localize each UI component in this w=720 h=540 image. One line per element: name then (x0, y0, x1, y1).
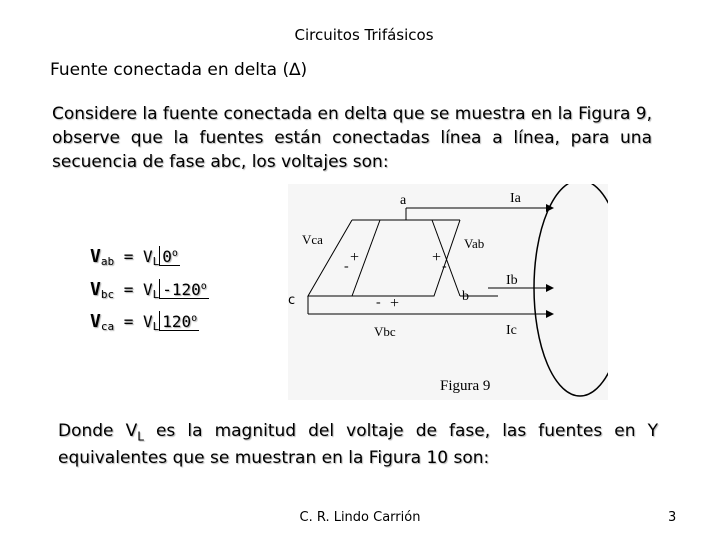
equation-vbc (90, 279, 209, 301)
label-vbc: Vbc (374, 324, 396, 339)
figure-background (288, 184, 608, 400)
delta-source-figure (288, 184, 608, 400)
minus-sign: - (376, 295, 381, 310)
angle-symbol (159, 246, 180, 266)
angle-symbol (159, 311, 199, 331)
eq-angle: 120 (162, 312, 192, 331)
label-node-c: c (288, 293, 296, 308)
eq-angle: -120 (162, 280, 201, 299)
label-ia: Ia (510, 191, 521, 206)
label-node-a: a (400, 193, 407, 208)
label-vca: Vca (302, 232, 323, 247)
eq-sub: ca (100, 320, 115, 333)
header-title: Circuitos Trifásicos (294, 26, 434, 44)
donde-text-start: Donde V (58, 421, 138, 441)
label-vab: Vab (464, 236, 485, 251)
eq-equals: = V (114, 280, 153, 299)
eq-equals: = V (114, 312, 153, 331)
eq-lsub: L (152, 255, 160, 268)
equation-vab (90, 246, 180, 268)
donde-paragraph (58, 420, 658, 469)
label-ic: Ic (506, 323, 517, 338)
eq-v: V (90, 246, 101, 267)
page-number: 3 (668, 510, 677, 525)
minus-sign: - (344, 259, 349, 274)
eq-sub: bc (100, 288, 115, 301)
eq-lsub: L (152, 288, 160, 301)
donde-subscript: L (137, 429, 144, 444)
label-node-b: b (462, 289, 469, 304)
label-ib: Ib (506, 273, 518, 288)
plus-sign: + (350, 249, 360, 266)
minus-sign: - (442, 259, 447, 274)
eq-v: V (90, 311, 101, 332)
section-title: Fuente conectada en delta (∆) (50, 60, 308, 80)
plus-sign: + (390, 295, 400, 312)
equation-vca (90, 311, 199, 333)
eq-deg: o (171, 248, 178, 259)
footer-author: C. R. Lindo Carrión (299, 510, 421, 525)
eq-v: V (90, 279, 101, 300)
figure-caption: Figura 9 (440, 378, 491, 394)
donde-text-end: es la magnitud del voltaje de fase, las fuentes en Y equivalentes que se muestran en la Figura 10 son: (58, 421, 658, 469)
eq-equals: = V (114, 247, 153, 266)
eq-sub: ab (100, 255, 115, 268)
plus-sign: + (432, 249, 442, 266)
angle-symbol (159, 279, 209, 299)
intro-paragraph: Considere la fuente conectada en delta que se muestra en la Figura 9, observe que la fuentes están conectadas línea a línea, para una secuencia de fase abc, los voltajes son: (52, 104, 652, 172)
eq-angle: 0 (162, 247, 172, 266)
eq-lsub: L (152, 320, 160, 333)
eq-deg: o (191, 313, 198, 324)
eq-deg: o (200, 281, 207, 292)
